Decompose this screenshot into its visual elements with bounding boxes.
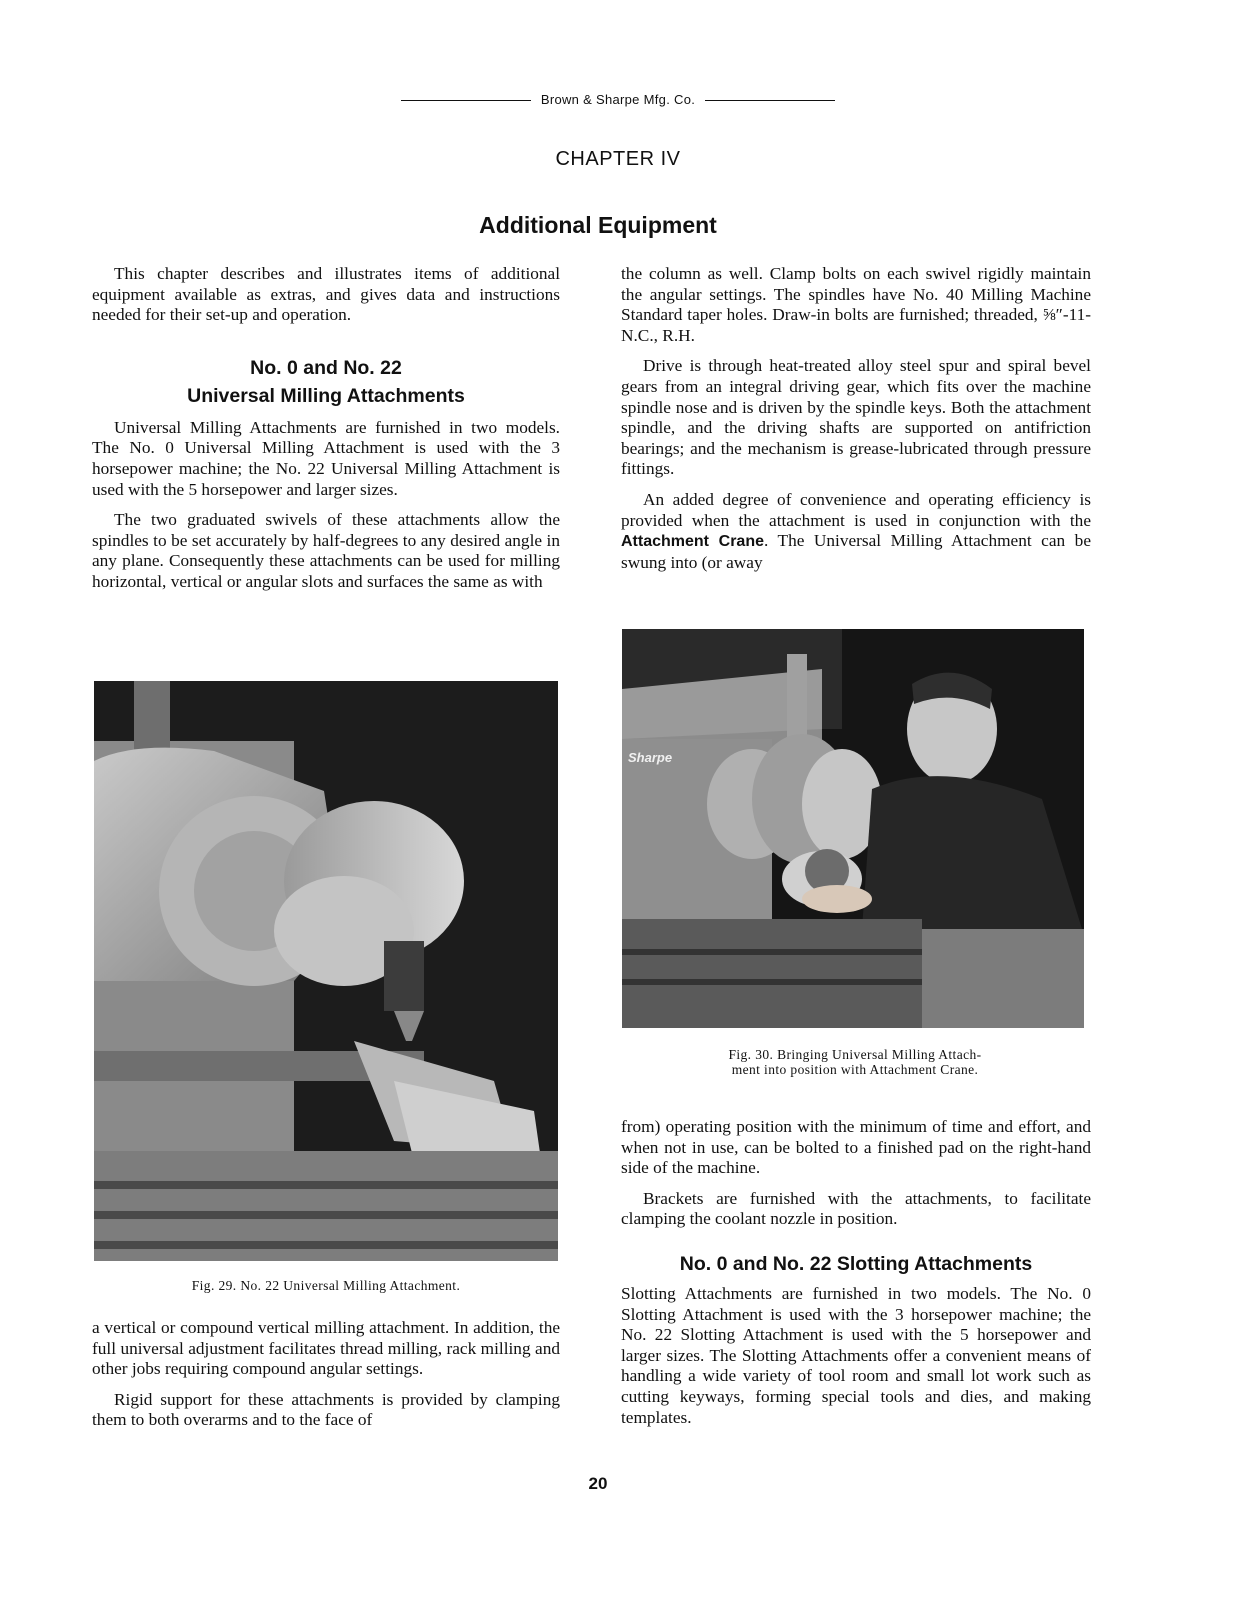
right-para-3-start: An added degree of convenience and operating efficiency is provided when the attachment is used in conjunction with the bbox=[621, 489, 1091, 530]
right-column-bottom bbox=[621, 1117, 1091, 1438]
left-column-bottom bbox=[92, 1318, 560, 1441]
header-rule-right bbox=[705, 100, 835, 101]
fig30-caption bbox=[640, 1047, 1070, 1077]
page-title: Additional Equipment bbox=[479, 212, 717, 238]
left-column-top bbox=[92, 264, 560, 603]
fig29-caption: Fig. 29. No. 22 Universal Milling Attachment. bbox=[191, 1278, 461, 1293]
header-rule-left bbox=[401, 100, 531, 101]
page-number: 20 bbox=[588, 1474, 608, 1493]
running-head bbox=[0, 92, 1236, 107]
universal-para-3: a vertical or compound vertical milling attachment. In addition, the full universal adjustment facilitates thread milling, rack milling and other jobs requiring compound angular settings. bbox=[92, 1318, 560, 1379]
intro-paragraph: This chapter describes and illustrates items of additional equipment available as extras, and gives data and instructions needed for their set-up and operation. bbox=[92, 264, 560, 325]
universal-para-1: Universal Milling Attachments are furnished in two models. The No. 0 Universal Milling Attachment is used with the 3 horsepower machine; the No. 22 Universal Milling Attachment is used with the 5 horsepower and larger sizes. bbox=[92, 417, 560, 499]
machine-brand-lettering: Sharpe bbox=[628, 750, 673, 765]
fig30-caption-line1: Fig. 30. Bringing Universal Milling Attach- bbox=[728, 1047, 982, 1062]
slotting-para: Slotting Attachments are furnished in two models. The No. 0 Slotting Attachment is used with the 3 horsepower machine; the No. 22 Slotting Attachment is used with the 5 horsepower and larger sizes. The Slotting Attachments offer a convenient means of handling a wide variety of tool room and small lot work such as cutting keyways, forming special tools and dies, and making templates. bbox=[621, 1283, 1091, 1427]
chapter-label: CHAPTER IV bbox=[555, 148, 681, 170]
right-column-top bbox=[621, 264, 1091, 583]
right-para-5: Brackets are furnished with the attachments, to facilitate clamping the coolant nozzle in position. bbox=[621, 1188, 1091, 1229]
right-para-1: the column as well. Clamp bolts on each swivel rigidly maintain the angular settings. The spindles have No. 40 Milling Machine Standard taper holes. Draw-in bolts are furnished; threaded, ⅝″-11-N.C., R.H. bbox=[621, 264, 1091, 345]
fig30-photo bbox=[622, 629, 1084, 1028]
section-heading-universal-line2: Universal Milling Attachments bbox=[187, 384, 465, 407]
right-para-3-end: . The Universal Milling Attachment can be swung into (or away bbox=[621, 531, 1091, 572]
fig30-caption-line2: ment into position with Attachment Crane. bbox=[731, 1062, 979, 1077]
attachment-crane-term: Attachment Crane bbox=[621, 533, 765, 551]
right-para-2: Drive is through heat-treated alloy steel spur and spiral bevel gears from an integral driving gear, which fits over the machine spindle nose and is driven by the spindle keys. Both the attachment spindle, and the driving shafts are supported on antifriction bearings; and the mechanism is grease-lubricated through pressure fittings. bbox=[621, 356, 1091, 479]
fig29-photo bbox=[94, 681, 558, 1261]
section-heading-universal-line1: No. 0 and No. 22 bbox=[250, 356, 402, 379]
universal-para-4: Rigid support for these attachments is provided by clamping them to both overarms and to the face of bbox=[92, 1389, 560, 1430]
section-heading-slotting: No. 0 and No. 22 Slotting Attachments bbox=[679, 1252, 1033, 1275]
milling-attachment-illustration bbox=[94, 681, 558, 1261]
attachment-crane-illustration bbox=[622, 629, 1084, 1028]
running-head-text: Brown & Sharpe Mfg. Co. bbox=[540, 92, 696, 107]
universal-para-2: The two graduated swivels of these attachments allow the spindles to be set accurately by half-degrees to any desired angle in any plane. Consequently these attachments can be used for milling horizontal, vertical or angular slots and surfaces the same as with bbox=[92, 510, 560, 591]
right-para-4: from) operating position with the minimum of time and effort, and when not in use, can be bolted to a finished pad on the right-hand side of the machine. bbox=[621, 1117, 1091, 1178]
right-para-3 bbox=[621, 490, 1091, 573]
